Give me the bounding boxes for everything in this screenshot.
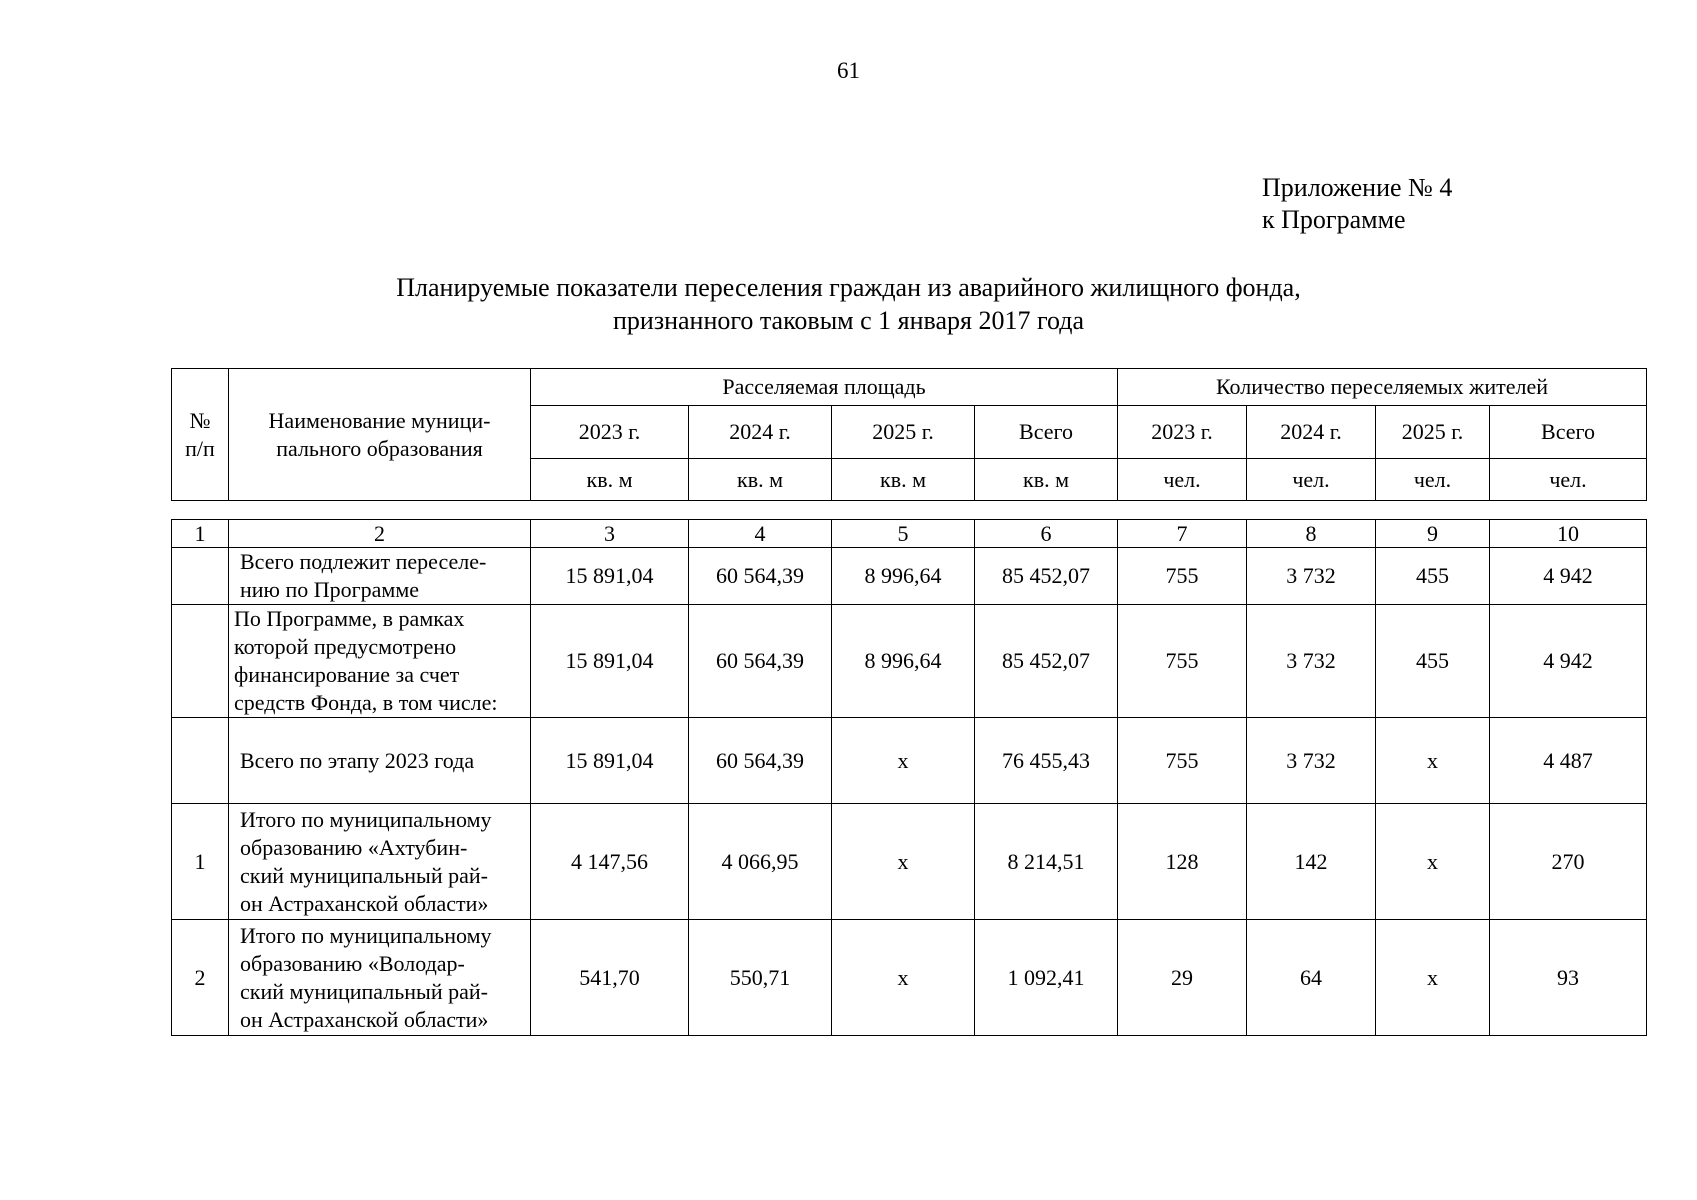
header-area-unit: кв. м: [689, 459, 832, 501]
cell-people-2024: 3 732: [1247, 605, 1376, 718]
appendix-line-1: Приложение № 4: [1262, 173, 1453, 202]
cell-area-2025: 8 996,64: [832, 548, 975, 605]
cell-people-2025: х: [1376, 804, 1490, 920]
row-name-line: Итого по муниципальному: [240, 806, 492, 832]
cell-area-2024: 550,71: [689, 920, 832, 1036]
column-index: 7: [1118, 520, 1247, 548]
cell-people-2023: 755: [1118, 718, 1247, 804]
header-people-year: 2024 г.: [1247, 406, 1376, 459]
row-name: [229, 920, 531, 1036]
cell-area-2023: 15 891,04: [531, 605, 689, 718]
header-num-line-1: №: [189, 407, 211, 433]
cell-people-2025: х: [1376, 920, 1490, 1036]
header-people-unit: чел.: [1490, 459, 1647, 501]
header-group-people: Количество переселяемых жителей: [1118, 369, 1647, 406]
row-name: [229, 605, 531, 718]
header-area-unit: кв. м: [832, 459, 975, 501]
row-name-line: Всего подлежит переселе-: [240, 549, 487, 574]
cell-area-2025: х: [832, 804, 975, 920]
cell-area-total: 76 455,43: [975, 718, 1118, 804]
column-index: 2: [229, 520, 531, 548]
table-row: [172, 718, 1647, 804]
cell-area-2024: 60 564,39: [689, 605, 832, 718]
column-index: 1: [172, 520, 229, 548]
table-row: [172, 548, 1647, 605]
cell-area-2024: 60 564,39: [689, 548, 832, 605]
column-index: 6: [975, 520, 1118, 548]
cell-people-2023: 128: [1118, 804, 1247, 920]
cell-people-2024: 64: [1247, 920, 1376, 1036]
cell-people-total: 4 942: [1490, 605, 1647, 718]
row-number: [172, 718, 229, 804]
cell-area-total: 1 092,41: [975, 920, 1118, 1036]
row-number: [172, 548, 229, 605]
title-line-1: Планируемые показатели переселения граждан из аварийного жилищного фонда,: [396, 273, 1301, 302]
cell-area-2025: х: [832, 920, 975, 1036]
row-number: 1: [172, 804, 229, 920]
table-row: [172, 920, 1647, 1036]
document-title: [0, 271, 1697, 337]
row-number: 2: [172, 920, 229, 1036]
header-num-line-2: п/п: [185, 435, 215, 461]
header-people-year: 2023 г.: [1118, 406, 1247, 459]
cell-people-2024: 3 732: [1247, 548, 1376, 605]
cell-area-2024: 4 066,95: [689, 804, 832, 920]
header-people-year: 2025 г.: [1376, 406, 1490, 459]
cell-people-total: 4 487: [1490, 718, 1647, 804]
row-name-line: По Программе, в рамках: [234, 606, 465, 631]
header-area-year: 2025 г.: [832, 406, 975, 459]
row-name-line: Всего по этапу 2023 года: [240, 747, 475, 773]
column-index: 4: [689, 520, 832, 548]
cell-area-total: 8 214,51: [975, 804, 1118, 920]
row-name-line: ский муниципальный рай-: [240, 978, 488, 1004]
row-name-line: средств Фонда, в том числе:: [234, 690, 498, 715]
cell-area-2023: 15 891,04: [531, 548, 689, 605]
cell-people-2025: х: [1376, 718, 1490, 804]
row-name-line: финансирование за счет: [234, 662, 460, 687]
header-people-total: Всего: [1490, 406, 1647, 459]
cell-area-total: 85 452,07: [975, 605, 1118, 718]
header-name-line-2: пального образования: [276, 435, 483, 461]
page-number: 61: [837, 58, 860, 83]
appendix-note: [1262, 172, 1452, 236]
row-name-line: он Астраханской области»: [240, 890, 489, 916]
appendix-line-2: к Программе: [1262, 205, 1406, 234]
header-name-cell: [229, 369, 531, 501]
table-row: [172, 605, 1647, 718]
row-name: [229, 548, 531, 605]
cell-people-total: 93: [1490, 920, 1647, 1036]
header-people-unit: чел.: [1118, 459, 1247, 501]
cell-people-2023: 755: [1118, 548, 1247, 605]
cell-people-2024: 142: [1247, 804, 1376, 920]
cell-area-2023: 15 891,04: [531, 718, 689, 804]
row-name-line: нию по Программе: [240, 577, 420, 602]
header-people-unit: чел.: [1247, 459, 1376, 501]
header-area-unit: кв. м: [975, 459, 1118, 501]
row-name-line: Итого по муниципальному: [240, 922, 492, 948]
header-num-cell: [172, 369, 229, 501]
header-area-total: Всего: [975, 406, 1118, 459]
cell-area-2025: х: [832, 718, 975, 804]
row-name-line: он Астраханской области»: [240, 1006, 489, 1032]
table-row: [172, 804, 1647, 920]
row-name: [229, 718, 531, 804]
header-area-unit: кв. м: [531, 459, 689, 501]
table-header: [171, 368, 1647, 501]
cell-people-2025: 455: [1376, 605, 1490, 718]
cell-people-2024: 3 732: [1247, 718, 1376, 804]
data-table: [171, 519, 1647, 1036]
header-group-area: Расселяемая площадь: [531, 369, 1118, 406]
row-name-line: которой предусмотрено: [234, 634, 457, 659]
cell-area-2024: 60 564,39: [689, 718, 832, 804]
cell-area-2025: 8 996,64: [832, 605, 975, 718]
cell-people-total: 4 942: [1490, 548, 1647, 605]
cell-people-2025: 455: [1376, 548, 1490, 605]
column-index-row: [172, 520, 1647, 548]
cell-people-2023: 29: [1118, 920, 1247, 1036]
row-name-line: ский муниципальный рай-: [240, 862, 488, 888]
column-index: 9: [1376, 520, 1490, 548]
header-area-year: 2023 г.: [531, 406, 689, 459]
cell-people-total: 270: [1490, 804, 1647, 920]
title-line-2: признанного таковым с 1 января 2017 года: [612, 306, 1084, 335]
row-name-line: образованию «Ахтубин-: [240, 834, 468, 860]
header-people-unit: чел.: [1376, 459, 1490, 501]
header-area-year: 2024 г.: [689, 406, 832, 459]
column-index: 5: [832, 520, 975, 548]
column-index: 10: [1490, 520, 1647, 548]
row-number: [172, 605, 229, 718]
cell-people-2023: 755: [1118, 605, 1247, 718]
row-name-line: образованию «Володар-: [240, 950, 465, 976]
cell-area-total: 85 452,07: [975, 548, 1118, 605]
header-name-line-1: Наименование муници-: [268, 407, 491, 433]
row-name: [229, 804, 531, 920]
cell-area-2023: 541,70: [531, 920, 689, 1036]
cell-area-2023: 4 147,56: [531, 804, 689, 920]
column-index: 3: [531, 520, 689, 548]
column-index: 8: [1247, 520, 1376, 548]
